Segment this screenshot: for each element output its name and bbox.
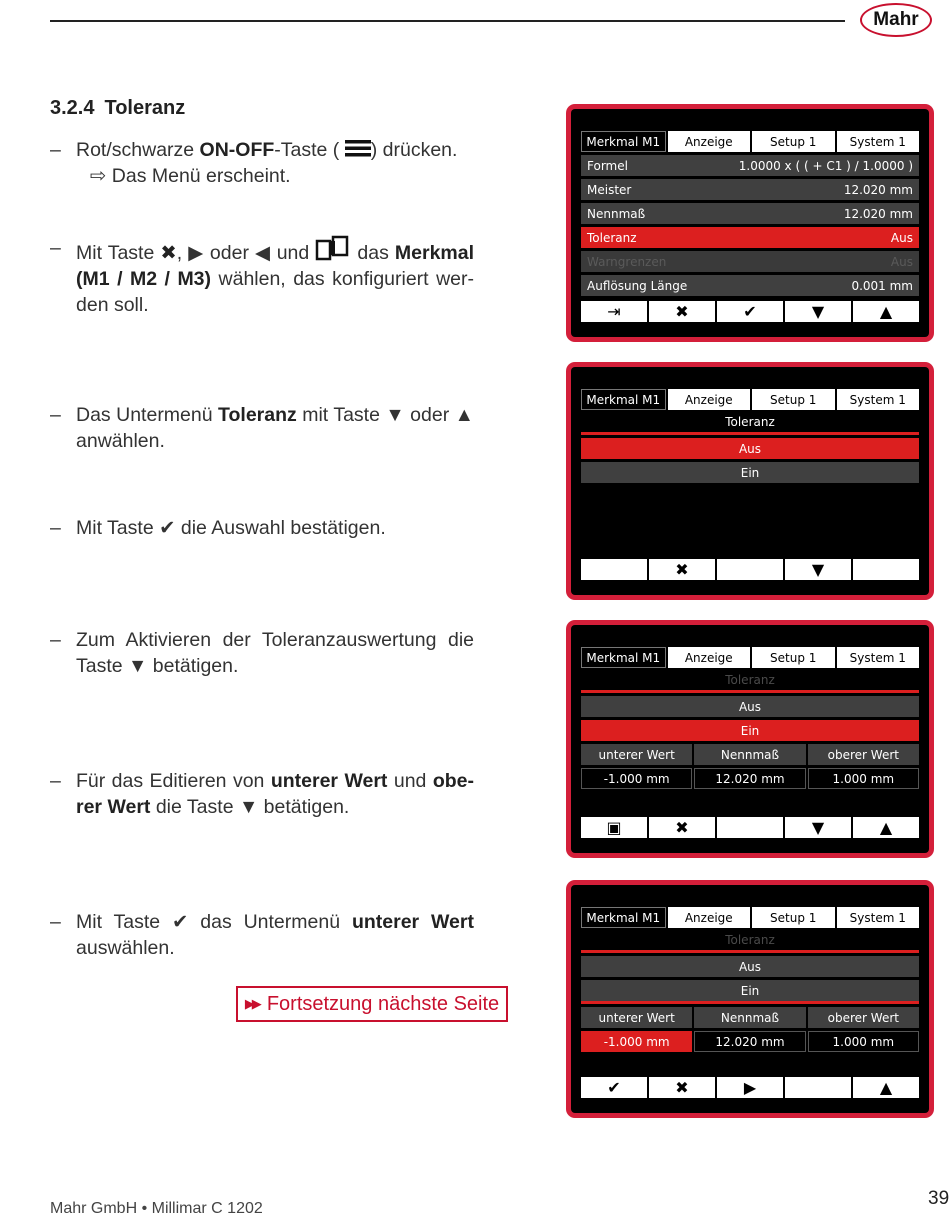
nominal-value-field[interactable]: 12.020 mm: [694, 768, 805, 789]
step-text: oder: [209, 242, 249, 264]
device-screen-lower-value: [566, 880, 934, 1118]
menu-row-aufloesung[interactable]: [581, 275, 919, 296]
step-select-feature: [50, 235, 474, 318]
cancel-softkey[interactable]: [649, 817, 715, 838]
cross-icon: ✖: [675, 1078, 689, 1097]
step-text: Rot/schwarze: [76, 139, 200, 161]
option-aus[interactable]: Aus: [581, 956, 919, 977]
empty-softkey[interactable]: [581, 559, 647, 580]
section-title: [50, 97, 185, 120]
header-rule: [50, 20, 845, 22]
exit-icon: ⇥: [607, 302, 621, 321]
step-text: die Taste: [150, 796, 239, 818]
cancel-softkey[interactable]: [649, 559, 715, 580]
continue-label: Fortsetzung nächste Seite: [266, 992, 500, 1015]
step-text: das: [357, 242, 389, 264]
row-label: Formel: [587, 158, 628, 173]
header-upper-value: oberer Wert: [808, 1007, 919, 1028]
step-text: auswählen.: [76, 937, 175, 959]
tab-system[interactable]: System 1: [837, 647, 920, 668]
cross-icon: ✖: [675, 302, 689, 321]
left-arrow-icon: ◀: [255, 242, 271, 264]
tab-setup[interactable]: Setup 1: [752, 131, 835, 152]
confirm-softkey[interactable]: [717, 301, 783, 322]
step-text: das Untermenü: [188, 911, 352, 933]
menu-icon: [345, 138, 371, 158]
tolerance-headers: [581, 744, 919, 765]
step-result: [90, 163, 474, 189]
step-activate: [50, 627, 474, 679]
header-upper-value: oberer Wert: [808, 744, 919, 765]
header-nominal: Nennmaß: [694, 1007, 805, 1028]
step-key-name: unterer Wert: [351, 911, 474, 933]
bullet-dash: –: [50, 404, 61, 426]
tab-merkmal[interactable]: Merkmal M1: [581, 131, 666, 152]
tab-system[interactable]: System 1: [837, 907, 920, 928]
step-text: mit Taste: [296, 404, 386, 426]
row-value: 12.020 mm: [843, 206, 913, 221]
confirm-softkey[interactable]: [581, 1077, 647, 1098]
bullet-dash: –: [50, 629, 61, 651]
step-text: und: [387, 770, 433, 792]
step-text: -Taste (: [274, 139, 340, 161]
tab-anzeige[interactable]: Anzeige: [668, 131, 751, 152]
step-select-toleranz: [50, 402, 474, 454]
display: [571, 625, 929, 853]
pages-icon: [315, 235, 351, 261]
down-arrow-icon: ▼: [811, 818, 825, 837]
down-softkey[interactable]: [785, 817, 851, 838]
empty-softkey[interactable]: [717, 817, 783, 838]
submenu-title: Toleranz: [581, 671, 919, 693]
device-screen-main-menu: [566, 104, 934, 342]
step-text: Zum Aktivieren der Toleranzauswertung die Taste: [76, 629, 474, 677]
page-number: 39: [928, 1188, 950, 1209]
menu-row-formel[interactable]: [581, 155, 919, 176]
display: [571, 109, 929, 337]
softkey-bar: [581, 1077, 919, 1098]
empty-softkey[interactable]: [717, 559, 783, 580]
mahr-logo: [860, 3, 932, 37]
option-aus[interactable]: Aus: [581, 438, 919, 459]
step-key-name: ON-OFF: [199, 139, 275, 161]
option-aus[interactable]: Aus: [581, 696, 919, 717]
up-softkey[interactable]: [853, 301, 919, 322]
section-number: 3.2.4: [50, 97, 95, 119]
step-text: die Auswahl bestätigen.: [175, 517, 386, 539]
option-ein[interactable]: Ein: [581, 980, 919, 1004]
down-arrow-icon: ▼: [385, 404, 405, 426]
down-softkey[interactable]: [785, 301, 851, 322]
step-result-text: Das Menü erscheint.: [111, 165, 291, 187]
option-ein[interactable]: Ein: [581, 720, 919, 741]
tab-system[interactable]: System 1: [837, 389, 920, 410]
tab-setup[interactable]: Setup 1: [752, 907, 835, 928]
step-on-off: [50, 137, 474, 189]
step-edit-values: [50, 768, 474, 820]
row-value: Aus: [890, 254, 913, 269]
step-select-lower: [50, 909, 474, 961]
step-text: ) drücken.: [370, 139, 458, 161]
step-text: betätigen.: [147, 655, 239, 677]
tab-bar: [581, 647, 919, 668]
step-text: wählen, das konfiguriert wer-den soll.: [76, 268, 474, 316]
check-icon: ✔: [172, 911, 189, 933]
row-value: 12.020 mm: [843, 182, 913, 197]
up-arrow-icon: ▲: [879, 302, 893, 321]
cross-icon: ✖: [160, 242, 177, 264]
right-arrow-icon: ▶: [743, 1078, 757, 1097]
right-softkey[interactable]: [717, 1077, 783, 1098]
step-text: Mit Taste: [76, 517, 160, 539]
step-text: Mit Taste: [76, 242, 161, 264]
submenu-title: Toleranz: [581, 931, 919, 953]
cross-icon: ✖: [675, 818, 689, 837]
tab-bar: [581, 907, 919, 928]
down-arrow-icon: ▼: [811, 302, 825, 321]
submenu-title: Toleranz: [581, 413, 919, 435]
softkey-bar: [581, 301, 919, 322]
header-nominal: Nennmaß: [694, 744, 805, 765]
step-text: anwählen.: [76, 430, 165, 452]
continue-next-page[interactable]: [236, 986, 508, 1022]
bullet-dash: –: [50, 517, 61, 539]
menu-row-meister[interactable]: [581, 179, 919, 200]
step-text: Mit Taste: [76, 911, 173, 933]
save-icon: ▣: [606, 818, 622, 837]
row-value: 0.001 mm: [851, 278, 913, 293]
step-text: betätigen.: [258, 796, 350, 818]
step-key-name: Merkmal (M1 / M2 / M3): [76, 242, 475, 290]
step-text: und: [276, 242, 310, 264]
up-arrow-icon: ▲: [454, 404, 474, 426]
header-lower-value: unterer Wert: [581, 1007, 692, 1028]
section-heading: Toleranz: [104, 97, 186, 119]
bullet-dash: –: [50, 139, 61, 161]
step-text: oder: [404, 404, 455, 426]
footer-company: Mahr GmbH • Millimar C 1202: [50, 1200, 263, 1217]
bullet-dash: –: [50, 911, 61, 933]
display: [571, 885, 929, 1113]
tolerance-values: [581, 1031, 919, 1052]
fast-forward-icon: ▶▶: [244, 996, 259, 1011]
up-softkey[interactable]: [853, 1077, 919, 1098]
tab-bar: [581, 389, 919, 410]
row-label: Toleranz: [587, 230, 637, 245]
option-ein[interactable]: Ein: [581, 462, 919, 483]
step-text: Für das Editieren von: [76, 770, 271, 792]
softkey-bar: [581, 817, 919, 838]
down-softkey[interactable]: [785, 559, 851, 580]
cancel-softkey[interactable]: [649, 301, 715, 322]
lower-value-field[interactable]: -1.000 mm: [581, 1031, 692, 1052]
tab-setup[interactable]: Setup 1: [752, 647, 835, 668]
exit-softkey[interactable]: [581, 301, 647, 322]
check-icon: ✔: [159, 517, 176, 539]
step-text: ,: [176, 242, 183, 264]
row-label: Meister: [587, 182, 632, 197]
row-value: 1.0000 x ( ( + C1 ) / 1.0000 ): [738, 158, 913, 173]
save-softkey[interactable]: [581, 817, 647, 838]
menu-row-toleranz[interactable]: [581, 227, 919, 248]
header-lower-value: unterer Wert: [581, 744, 692, 765]
cancel-softkey[interactable]: [649, 1077, 715, 1098]
display: [571, 367, 929, 595]
row-label: Warngrenzen: [587, 254, 667, 269]
check-icon: ✔: [743, 302, 757, 321]
tab-anzeige[interactable]: Anzeige: [668, 647, 751, 668]
cross-icon: ✖: [675, 560, 689, 579]
menu-row-warngrenzen: [581, 251, 919, 272]
step-key-name: obe-rer Wert: [76, 770, 475, 818]
tab-anzeige[interactable]: Anzeige: [668, 389, 751, 410]
tolerance-values: [581, 768, 919, 789]
row-label: Auflösung Länge: [587, 278, 688, 293]
tab-system[interactable]: System 1: [837, 131, 920, 152]
empty-softkey[interactable]: [853, 559, 919, 580]
right-arrow-icon: ▶: [188, 242, 204, 264]
up-softkey[interactable]: [853, 817, 919, 838]
device-screen-toleranz-active: [566, 620, 934, 858]
result-arrow-icon: ⇨: [90, 165, 107, 187]
menu-row-nennmass[interactable]: [581, 203, 919, 224]
tab-merkmal[interactable]: Merkmal M1: [581, 389, 666, 410]
row-label: Nennmaß: [587, 206, 646, 221]
down-arrow-icon: ▼: [128, 655, 148, 677]
bullet-dash: –: [50, 770, 61, 792]
bullet-dash: –: [50, 237, 61, 259]
tolerance-headers: [581, 1007, 919, 1028]
tab-anzeige[interactable]: Anzeige: [668, 907, 751, 928]
up-arrow-icon: ▲: [879, 818, 893, 837]
device-screen-toleranz-menu: [566, 362, 934, 600]
step-confirm: [50, 515, 474, 541]
lower-value-field[interactable]: -1.000 mm: [581, 768, 692, 789]
step-key-name: Toleranz: [218, 404, 297, 426]
logo-text: Mahr: [873, 9, 919, 30]
row-value: Aus: [890, 230, 913, 245]
empty-softkey[interactable]: [785, 1077, 851, 1098]
tab-merkmal[interactable]: Merkmal M1: [581, 907, 666, 928]
upper-value-field[interactable]: 1.000 mm: [808, 1031, 919, 1052]
softkey-bar: [581, 559, 919, 580]
up-arrow-icon: ▲: [879, 1078, 893, 1097]
step-text: Das Untermenü: [76, 404, 219, 426]
down-arrow-icon: ▼: [238, 796, 259, 818]
check-icon: ✔: [607, 1078, 621, 1097]
tab-merkmal[interactable]: Merkmal M1: [581, 647, 666, 668]
tab-setup[interactable]: Setup 1: [752, 389, 835, 410]
tab-bar: [581, 131, 919, 152]
nominal-value-field[interactable]: 12.020 mm: [694, 1031, 805, 1052]
step-key-name: unterer Wert: [270, 770, 388, 792]
upper-value-field[interactable]: 1.000 mm: [808, 768, 919, 789]
down-arrow-icon: ▼: [811, 560, 825, 579]
